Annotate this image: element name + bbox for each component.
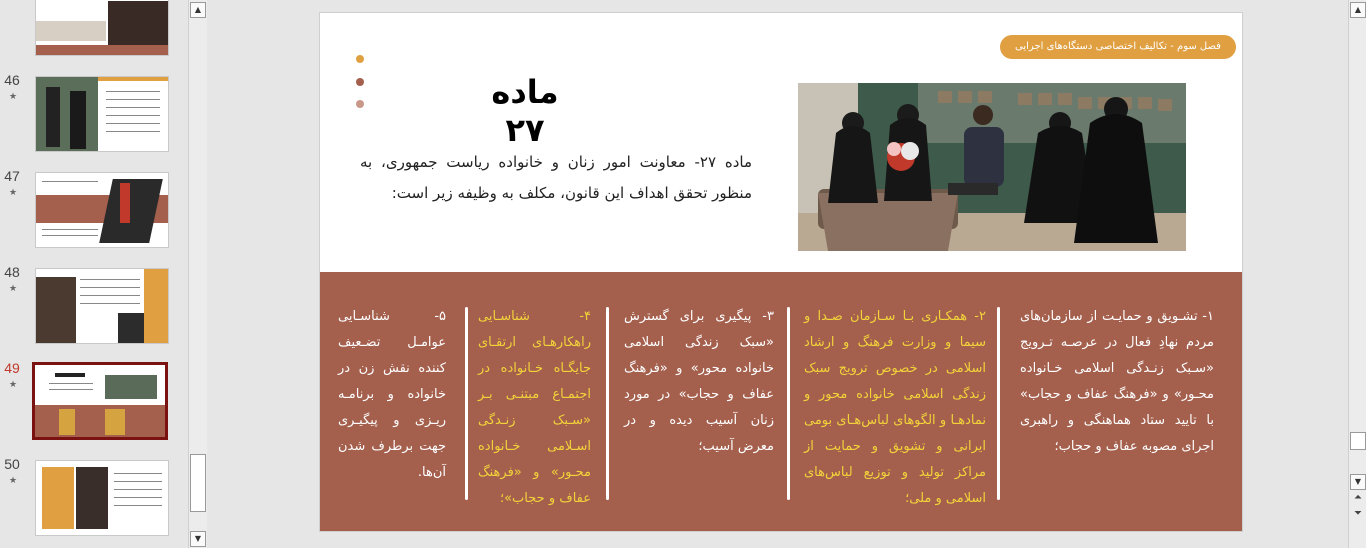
- slide-number: 47: [4, 168, 20, 184]
- previous-slide-icon[interactable]: ⏶: [1354, 492, 1362, 503]
- star-icon: ★: [9, 476, 18, 486]
- slide-thumbnail-pane[interactable]: [0, 0, 188, 548]
- slide-title: ماده ۲۷: [491, 73, 559, 149]
- scroll-down-icon[interactable]: ▼: [1350, 474, 1366, 490]
- slide-scrollbar[interactable]: [1348, 0, 1366, 548]
- decorative-dot: [356, 78, 364, 86]
- slide-number: 46: [4, 72, 20, 88]
- column-divider: [606, 307, 609, 500]
- star-icon: ★: [9, 92, 18, 102]
- slide-thumbnail-49-selected[interactable]: [32, 362, 168, 440]
- scrollbar-thumb[interactable]: [190, 454, 206, 512]
- column-divider: [787, 307, 790, 500]
- next-slide-icon[interactable]: ⏷: [1354, 508, 1362, 519]
- decorative-dot: [356, 55, 364, 63]
- task-item-3: ۳- پیگیری برای گسترش «سبک زندگی اسلامی خانواده محور» و «فرهنگ عفاف و حجاب» در مورد زنان آسیب دیده و در معرض آسیب؛: [624, 309, 774, 454]
- star-icon: ★: [9, 188, 18, 198]
- slide-number: 48: [4, 264, 20, 280]
- slide-number: 50: [4, 456, 20, 472]
- tasks-panel: [320, 272, 1242, 531]
- task-item-1: ۱- تشـویق و حمایـت از سازمان‌های مردم نهادِ فعال در عرصـه تـرویج «سـبک زنـدگی اسلامی خـانواده محـور» و «فرهنگ عفاف و حجاب» با تایید ستاد هماهنگی و راهبری اجرای مصوبه عفاف و حجاب؛: [1020, 309, 1214, 454]
- event-photo: [798, 83, 1186, 251]
- slide-editing-area: [210, 0, 1346, 548]
- slide-thumbnail-47[interactable]: [35, 172, 169, 248]
- task-item-2: ۲- همکـاری بـا سـازمان صـدا و سیما و وزارت فرهنگ و ارشاد اسلامی در خصوص ترویج سبک زندگی اسلامی خانواده محور و نمادهـا و الگوهای لباس‌هـای بومی ایرانی و تشویق و حمایت از مراکز تولید و توزیع لباس‌های اسلامی و ملی؛: [804, 309, 986, 506]
- slide-thumbnail-50[interactable]: [35, 460, 169, 536]
- current-slide[interactable]: [319, 12, 1243, 532]
- task-item-5: ۵- شناسـایی عوامـل تضـعیف کننده نقش زن در خانواده و برنامـه ریـزی و پیگیـری جهت برطرف شدن آن‌ها.: [338, 309, 446, 480]
- chapter-badge: فصل سوم - تکالیف اختصاصی دستگاه‌های اجرایی: [1000, 35, 1236, 59]
- star-icon: ★: [9, 284, 18, 294]
- slide-thumbnail-48[interactable]: [35, 268, 169, 344]
- scroll-up-icon[interactable]: ▲: [190, 2, 206, 18]
- column-divider: [997, 307, 1000, 500]
- scrollbar-thumb[interactable]: [1350, 432, 1366, 450]
- scroll-down-icon[interactable]: ▼: [190, 531, 206, 547]
- slide-number-active: 49: [4, 360, 20, 376]
- slide-thumbnail-45[interactable]: [35, 0, 169, 56]
- star-icon: ★: [9, 380, 18, 390]
- slide-thumbnail-46[interactable]: [35, 76, 169, 152]
- decorative-dot: [356, 100, 364, 108]
- slide-intro-text: ماده ۲۷- معاونت امور زنان و خانواده ریاست جمهوری، به منظور تحقق اهداف این قانون، مکلف به وظیفه زیر است:: [360, 153, 752, 202]
- thumbnail-scrollbar[interactable]: [188, 0, 207, 548]
- column-divider: [465, 307, 468, 500]
- scroll-up-icon[interactable]: ▲: [1350, 2, 1366, 18]
- task-item-4: ۴- شناسـایی راهکارهـای ارتقـای جایگـاه خـانواده در اجتمـاع مبتنـی بـر «سـبک زنـدگی اسـلامی خـانواده محـور» و «فرهنگ عفاف و حجاب»؛: [478, 309, 591, 506]
